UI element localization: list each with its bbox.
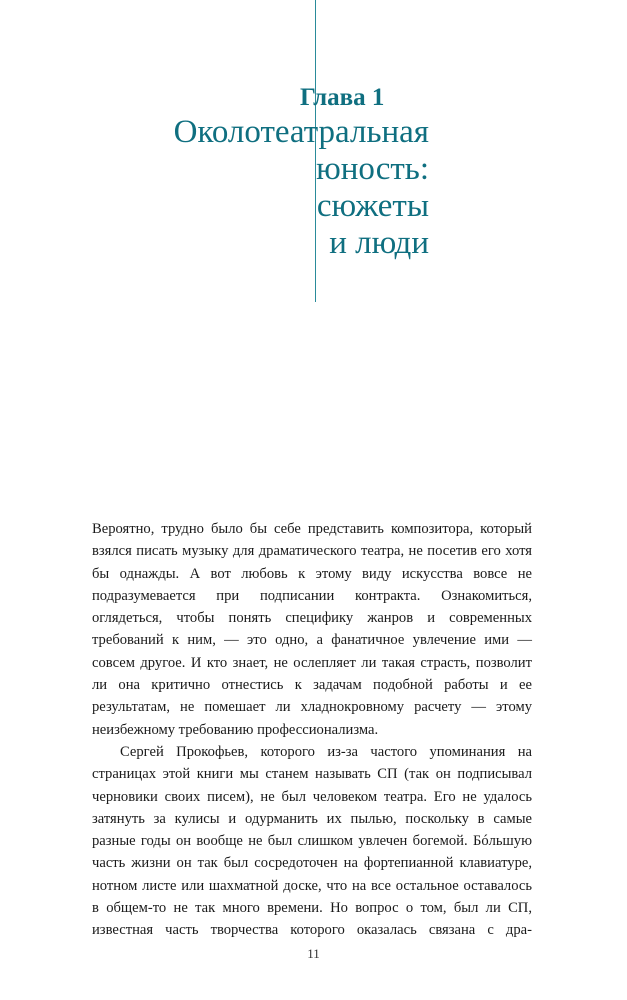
chapter-title-line-3: сюжеты — [316, 188, 429, 224]
chapter-label: Глава 1 — [300, 84, 385, 111]
page-number: 11 — [307, 946, 320, 961]
chapter-title-line-1: Околотеатральная — [173, 114, 429, 150]
paragraph-1: Вероятно, трудно было бы себе представить композитора, который взялся писать музыку для драматического театра, не посетив его хотя бы однажды. А вот любовь к этому виду искусства вовсе не подразумевается при подписании контракта. Ознакомиться, оглядеться, чтобы понять специфику жанров и современных требований к ним, — это одно, а фанатичное увлечение ими — совсем другое. И кто знает, не ослепляет ли такая страсть, позволит ли она критично отнестись к задачам подобной работы и ее результатам, не помешает ли хладнокровному расчету — этому неизбежному требованию профессионализма. — [92, 521, 532, 738]
body-text — [92, 518, 532, 942]
chapter-title-line-2: юность: — [316, 151, 429, 187]
paragraph-2: Сергей Прокофьев, которого из-за частого упоминания на страницах этой книги мы станем называть СП (так он подписывал черновики своих писем), не был человеком театра. Его не удалось затянуть за кулисы и одурманить их пылью, поскольку в самые разные годы он вообще не был слишком увлечен богемой. Бóльшую часть жизни он так был сосредоточен на фортепианной клавиатуре, нотном листе или шахматной доске, что на все остальное оставалось в общем-то не так много времени. Но вопрос о том, был ли СП, известная часть творчества которого оказалась связана с дра- — [92, 743, 532, 939]
chapter-title-line-4: и люди — [329, 225, 429, 261]
